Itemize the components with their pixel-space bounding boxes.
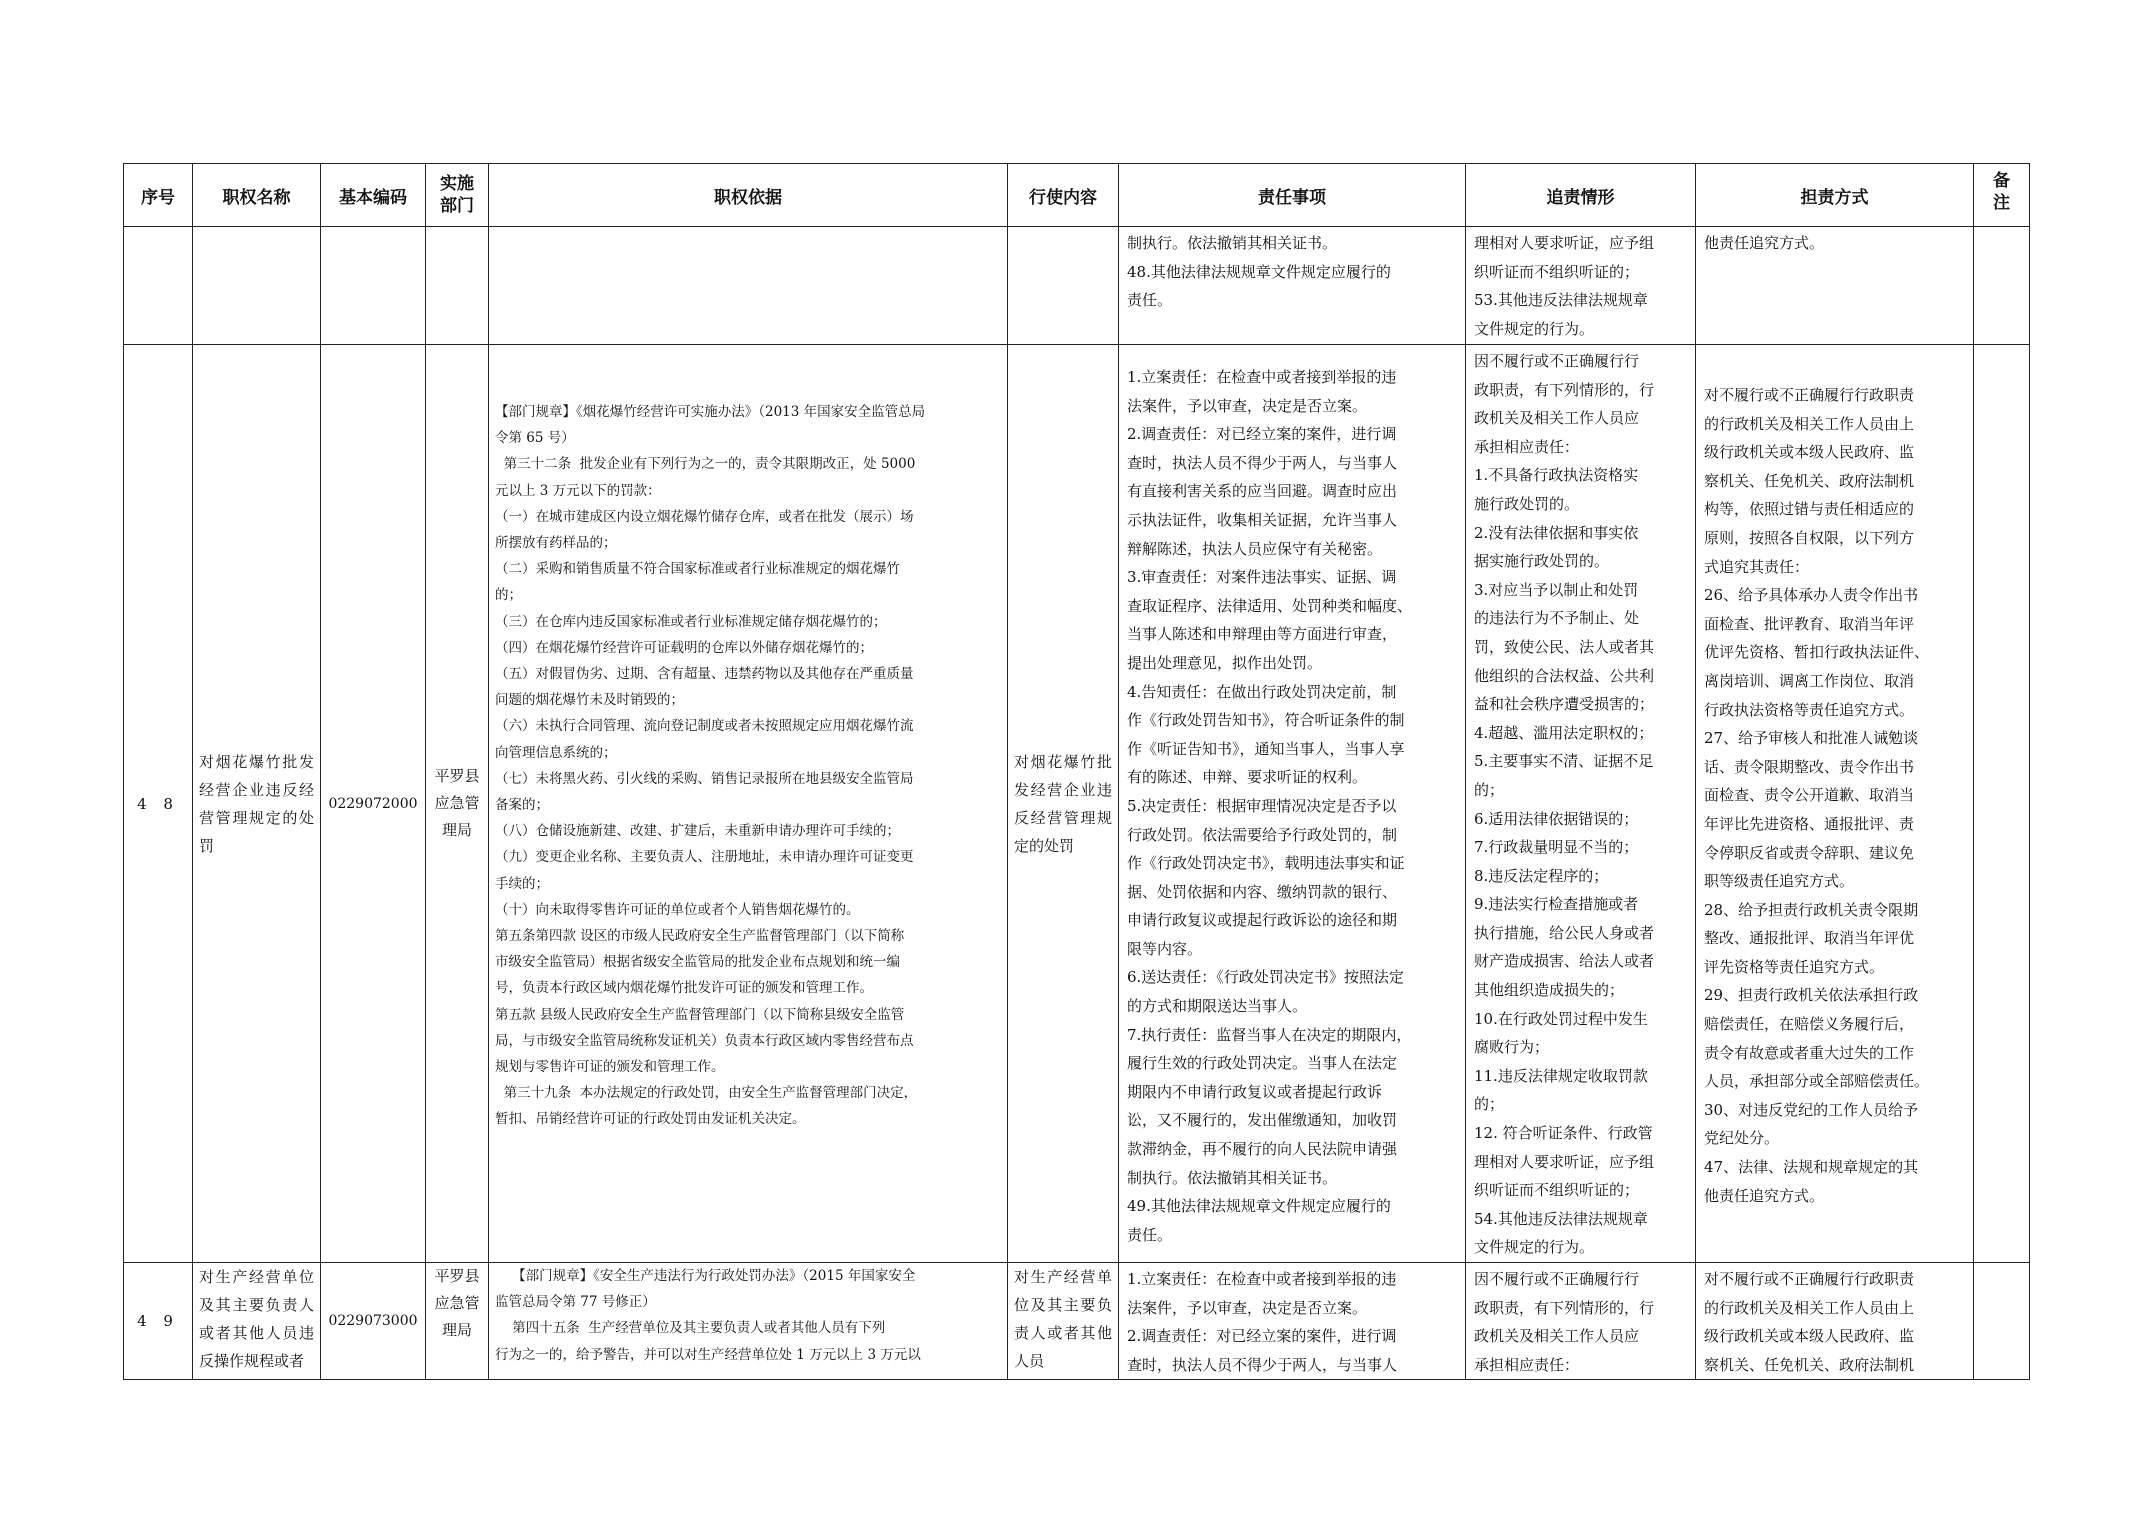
cell-basis — [489, 1263, 1008, 1380]
cell-seq — [124, 227, 193, 345]
table-row-49 — [124, 1263, 2030, 1380]
header-accountability: 追责情形 — [1466, 164, 1696, 227]
name-text: 对烟花爆竹批发经营企业违反经营管理规定的处罚 — [199, 752, 314, 855]
cell-remark — [1974, 227, 2030, 345]
cell-duty — [1119, 345, 1466, 1263]
header-duty: 责任事项 — [1119, 164, 1466, 227]
cell-dept — [426, 1263, 489, 1380]
cell-name — [193, 345, 321, 1263]
accountability-text: 理相对人要求听证，应予组 织听证而不组织听证的； 53.其他违反法律法规规章 文件规定的行为。 — [1474, 234, 1655, 338]
cell-code: 0229073000 — [321, 1263, 426, 1380]
header-code: 基本编码 — [321, 164, 426, 227]
cell-remark — [1974, 1263, 2030, 1380]
header-liability: 担责方式 — [1696, 164, 1974, 227]
cell-seq: 4 8 — [124, 345, 193, 1263]
header-dept: 实施 部门 — [426, 164, 489, 227]
duty-text: 1.立案责任：在检查中或者接到举报的违 法案件，予以审查，决定是否立案。 2.调查责任：对已经立案的案件，进行调 查时，执法人员不得少于两人，与当事人 有直接利害关系的应当回避。调查时应出 示执法证件，收集相关证据，允许当事人 辩解陈述，执法人员应保守有关秘密。 3.审查责任：对案件违法事实、证据、调 查取证程序、法律适用、处罚种类和幅度、 当事人陈述和申辩理由等方面进行审查， 提出处理意见，拟作出处罚。 4.告知责任：在做出行政处罚决定前，制 作《行政处罚告知书》，符合听证条件的制 作《听证告知书》，通知当事人，当事人享 有的陈述、申辩、要求听证的权利。 5.决定责任：根据审理情况决定是否予以 行政处罚。依法需要给予行政处罚的，制 作《行政处罚决定书》，载明违法事实和证 据、处罚依据和内容、缴纳罚款的银行、 申请行政复议或提起行政诉讼的途径和期 限等内容。 6.送达责任：《行政处罚决定书》按照法定 的方式和期限送达当事人。 7.执行责任：监督当事人在决定的期限内， 履行生效的行政处罚决定。当事人在法定 期限内不申请行政复议或者提起行政诉 讼，又不履行的，发出催缴通知，加收罚 款滞纳金，再不履行的向人民法院申请强 制执行。依法撤销其相关证书。 49.其他法律法规规章文件规定应履行的 责任。 — [1127, 368, 1413, 1244]
cell-name — [193, 1263, 321, 1380]
cell-accountability — [1466, 227, 1696, 345]
table-row-48 — [124, 345, 2030, 1263]
table-row-continued — [124, 227, 2030, 345]
header-basis: 职权依据 — [489, 164, 1008, 227]
cell-accountability — [1466, 345, 1696, 1263]
dept-text: 平罗县应急管理局 — [434, 767, 480, 839]
basis-text: 【部门规章】《烟花爆竹经营许可实施办法》（2013 年国家安全监管总局 令第 65 号） 第三十二条 批发企业有下列行为之一的，责令其限期改正，处 5000 元以上 3 万元以下的罚款： （一）在城市建成区内设立烟花爆竹储存仓库，或者在批发（展示）场 所摆放有药样品的； （二）采购和销售质量不符合国家标准或者行业标准规定的烟花爆竹 的； （三）在仓库内违反国家标准或者行业标准规定储存烟花爆竹的； （四）在烟花爆竹经营许可证载明的仓库以外储存烟花爆竹的； （五）对假冒伪劣、过期、含有超量、违禁药物以及其他存在严重质量 问题的烟花爆竹未及时销毁的； （六）未执行合同管理、流向登记制度或者未按照规定应用烟花爆竹流 向管理信息系统的； （七）未将黑火药、引火线的采购、销售记录报所在地县级安全监管局 备案的； （八）仓储设施新建、改建、扩建后，未重新申请办理许可手续的； （九）变更企业名称、主要负责人、注册地址，未申请办理许可证变更 手续的； （十）向未取得零售许可证的单位或者个人销售烟花爆竹的。 第五条第四款 设区的市级人民政府安全生产监督管理部门（以下简称 市级安全监管局）根据省级安全监管局的批发企业布点规划和统一编 号，负责本行政区域内烟花爆竹批发许可证的颁发和管理工作。 第五款 县级人民政府安全生产监督管理部门（以下简称县级安全监管 局，与市级安全监管局统称发证机关）负责本行政区域内零售经营布点 规划与零售许可证的颁发和管理工作。 第三十九条 本办法规定的行政处罚，由安全生产监督管理部门决定， 暂扣、吊销经营许可证的行政处罚由发证机关决定。 — [495, 404, 926, 1128]
basis-text: 【部门规章】《安全生产违法行为行政处罚办法》（2015 年国家安全 监管总局令第 77 号修正） 第四十五条 生产经营单位及其主要负责人或者其他人员有下列 行为之一的，给予警告，并可以对生产经营单位处 1 万元以上 3 万元以 — [495, 1268, 921, 1363]
header-content: 行使内容 — [1008, 164, 1119, 227]
cell-name — [193, 227, 321, 345]
header-seq: 序号 — [124, 164, 193, 227]
cell-duty — [1119, 1263, 1466, 1380]
liability-text: 他责任追究方式。 — [1704, 234, 1825, 252]
accountability-text: 因不履行或不正确履行行 政职责，有下列情形的，行 政机关及相关工作人员应 承担相应责任： — [1474, 1270, 1655, 1374]
header-row — [124, 164, 2030, 227]
cell-code — [321, 227, 426, 345]
name-text: 对生产经营单位及其主要负责人或者其他人员违反操作规程或者 — [199, 1268, 314, 1370]
accountability-text: 因不履行或不正确履行行 政职责，有下列情形的，行 政机关及相关工作人员应 承担相应责任： 1.不具备行政执法资格实 施行政处罚的。 2.没有法律依据和事实依 据实施行政处罚的。 3.对应当予以制止和处罚 的违法行为不予制止、处 罚，致使公民、法人或者其 他组织的合法权益、公共利 益和社会秩序遭受损害的； 4.超越、滥用法定职权的； 5.主要事实不清、证据不足 的； 6.适用法律依据错误的； 7.行政裁量明显不当的； 8.违反法定程序的； 9.违法实行检查措施或者 执行措施，给公民人身或者 财产造成损害、给法人或者 其他组织造成损失的； 10.在行政处罚过程中发生 腐败行为； 11.违反法律规定收取罚款 的； 12. 符合听证条件、行政管 理相对人要求听证，应予组 织听证而不组织听证的； 54.其他违反法律法规规章 文件规定的行为。 — [1474, 352, 1655, 1257]
header-remark: 备 注 — [1974, 164, 2030, 227]
liability-text: 对不履行或不正确履行行政职责 的行政机关及相关工作人员由上 级行政机关或本级人民政府、监 察机关、任免机关、政府法制机 构等，依照过错与责任相适应的 原则，按照各自权限，以下列方 式追究其责任： 26、给予具体承办人责令作出书 面检查、批评教育、取消当年评 优评先资格、暂扣行政执法证件、 离岗培训、调离工作岗位、取消 行政执法资格等责任追究方式。 27、给予审核人和批准人诫勉谈 话、责令限期整改、责令作出书 面检查、责令公开道歉、取消当 年评比先进资格、通报批评、责 令停职反省或责令辞职、建议免 职等级责任追究方式。 28、给予担责行政机关责令限期 整改、通报批评、取消当年评优 评先资格等责任追究方式。 29、担责行政机关依法承担行政 赔偿责任，在赔偿义务履行后， 责令有故意或者重大过失的工作 人员，承担部分或全部赔偿责任。 30、对违反党纪的工作人员给予 党纪处分。 47、法律、法规和规章规定的其 他责任追究方式。 — [1704, 386, 1930, 1205]
liability-text: 对不履行或不正确履行行政职责 的行政机关及相关工作人员由上 级行政机关或本级人民政府、监 察机关、任免机关、政府法制机 — [1704, 1270, 1915, 1374]
cell-duty — [1119, 227, 1466, 345]
cell-liability — [1696, 227, 1974, 345]
content-text: 对烟花爆竹批发经营企业违反经营管理规定的处罚 — [1014, 752, 1112, 855]
dept-text: 平罗县应急管理局 — [434, 1267, 480, 1339]
cell-dept — [426, 345, 489, 1263]
cell-dept — [426, 227, 489, 345]
duty-table — [123, 163, 2030, 1380]
cell-accountability — [1466, 1263, 1696, 1380]
cell-content — [1008, 1263, 1119, 1380]
cell-content — [1008, 345, 1119, 1263]
content-text: 对生产经营单位及其主要负责人或者其他人员 — [1014, 1268, 1112, 1370]
cell-liability — [1696, 345, 1974, 1263]
cell-liability — [1696, 1263, 1974, 1380]
cell-remark — [1974, 345, 2030, 1263]
cell-seq: 4 9 — [124, 1263, 193, 1380]
cell-code: 0229072000 — [321, 345, 426, 1263]
cell-content — [1008, 227, 1119, 345]
cell-basis — [489, 227, 1008, 345]
cell-basis — [489, 345, 1008, 1263]
header-name: 职权名称 — [193, 164, 321, 227]
duty-text: 制执行。依法撤销其相关证书。 48.其他法律法规规章文件规定应履行的 责任。 — [1127, 234, 1391, 310]
duty-text: 1.立案责任：在检查中或者接到举报的违 法案件，予以审查，决定是否立案。 2.调查责任：对已经立案的案件，进行调 查时，执法人员不得少于两人，与当事人 — [1127, 1270, 1398, 1374]
